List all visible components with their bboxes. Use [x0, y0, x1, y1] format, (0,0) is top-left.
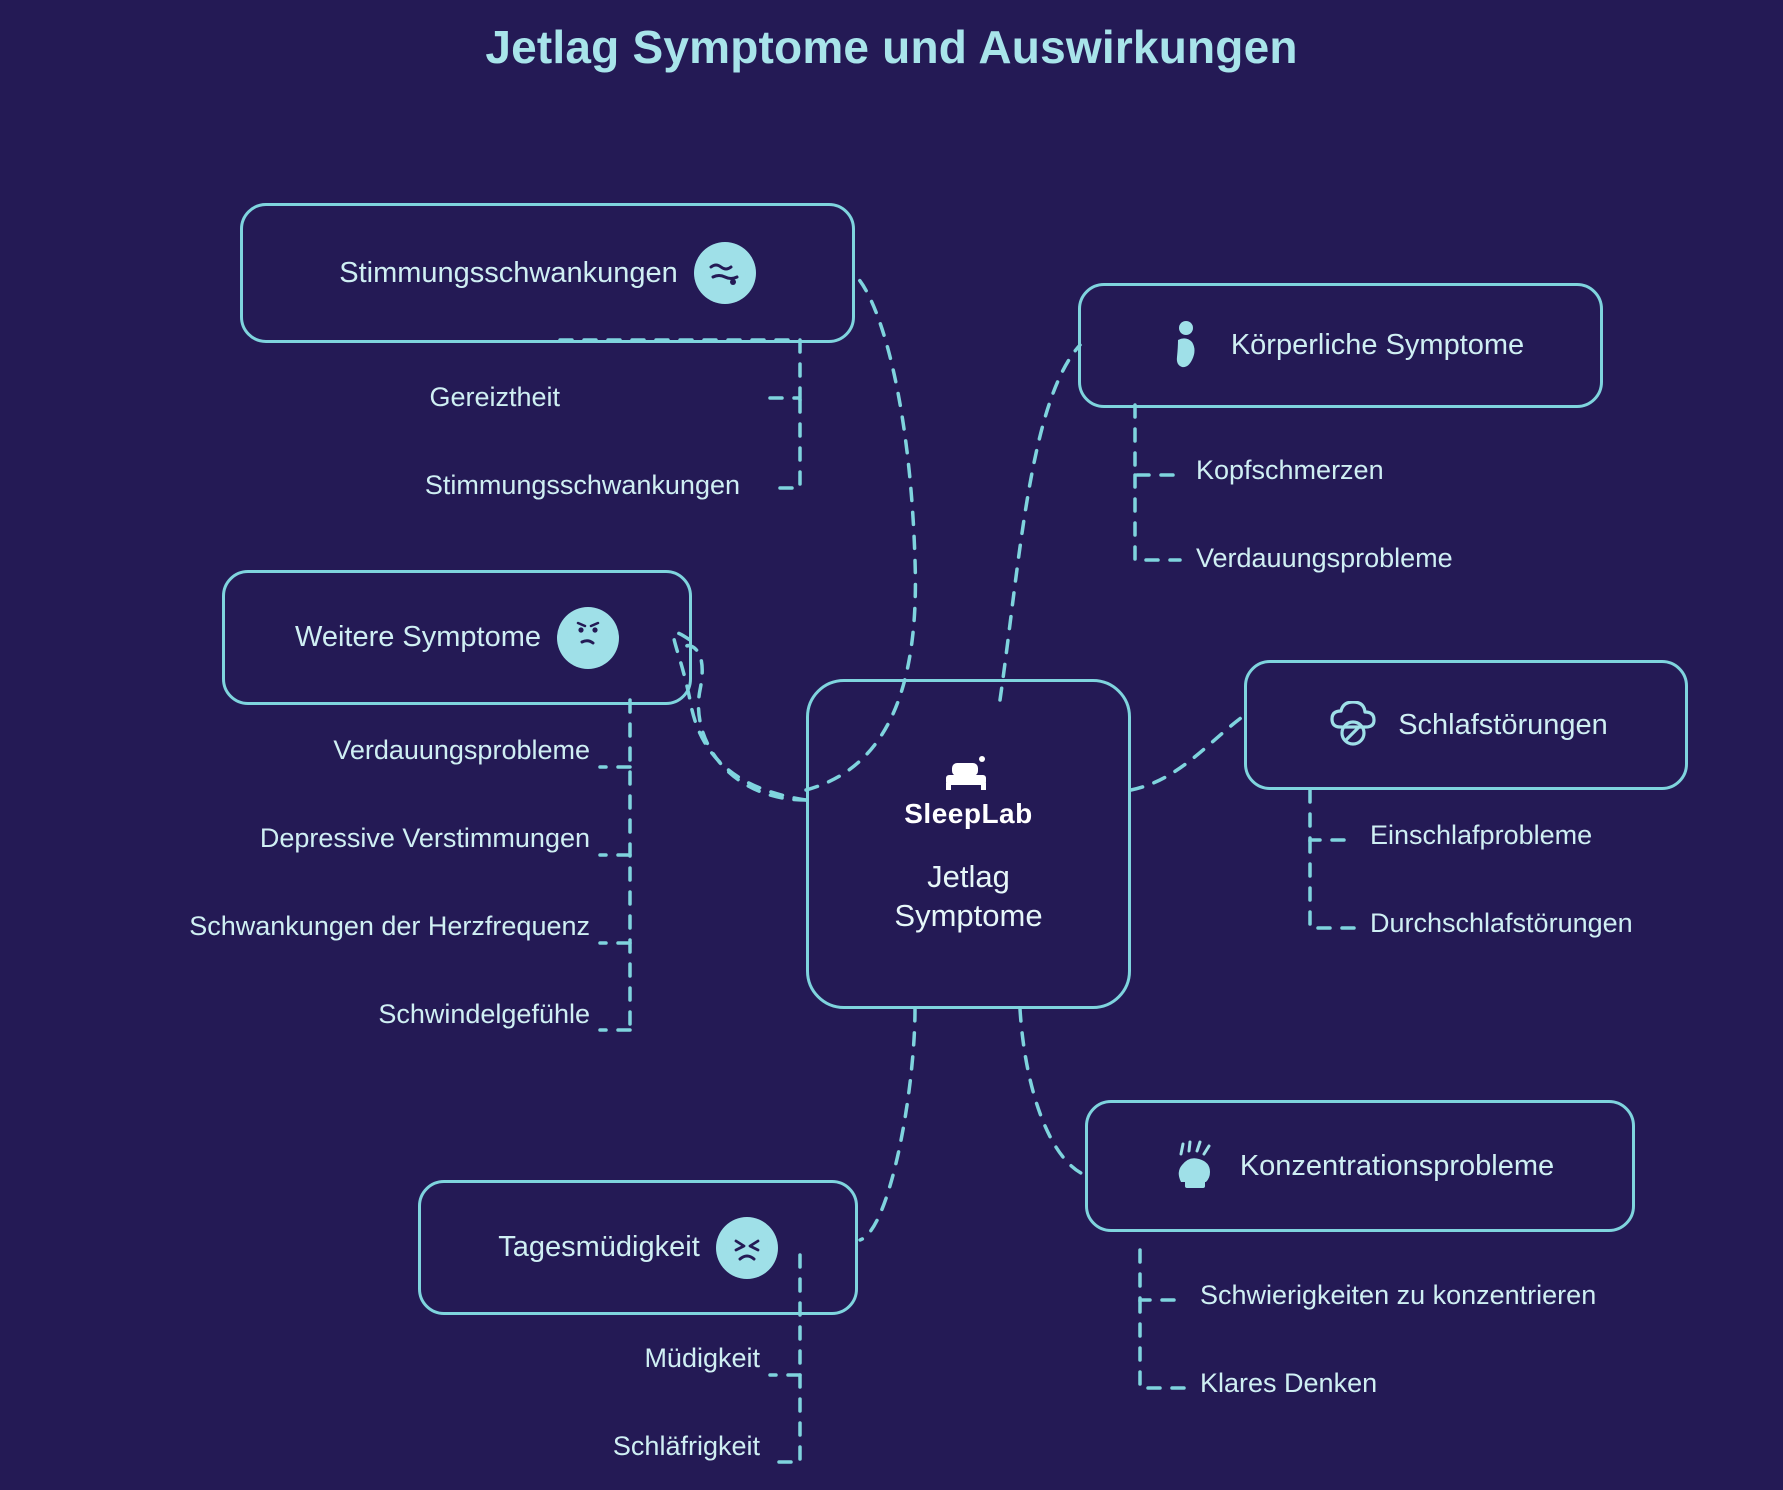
leaf-gereiztheit: Gereiztheit	[429, 382, 560, 412]
branch-label: Schlafstörungen	[1398, 708, 1608, 741]
branch-label: Stimmungsschwankungen	[339, 256, 678, 289]
no-sleep-cloud-icon	[1324, 696, 1382, 754]
center-label-line1: Jetlag	[927, 858, 1010, 894]
leaf-schwankungen-herzfrequenz: Schwankungen der Herzfrequenz	[189, 911, 590, 941]
branch-konzentrationsprobleme[interactable]	[1085, 1100, 1635, 1232]
center-node[interactable]	[806, 679, 1131, 1009]
dizzy-face-icon	[694, 242, 756, 304]
branch-label: Konzentrationsprobleme	[1239, 1149, 1555, 1182]
center-label	[894, 858, 1042, 936]
leaf-verdauungsprobleme: Verdauungsprobleme	[333, 735, 590, 765]
leaf-depressive-verstimmungen: Depressive Verstimmungen	[259, 823, 590, 853]
thinking-face-icon	[557, 607, 619, 669]
branch-stimmungsschwankungen[interactable]	[240, 203, 855, 343]
branch-weitere-symptome[interactable]	[222, 570, 692, 705]
tired-face-icon	[716, 1217, 778, 1279]
leaf-einschlafprobleme: Einschlafprobleme	[1370, 820, 1593, 850]
leaf-stimmungsschwankungen: Stimmungsschwankungen	[424, 470, 740, 500]
leaf-durchschlafstoerungen: Durchschlafstörungen	[1370, 908, 1633, 938]
branch-label: Weitere Symptome	[294, 621, 542, 653]
branch-label: Körperliche Symptome	[1230, 329, 1525, 361]
leaf-schlaefrigkeit: Schläfrigkeit	[612, 1431, 760, 1461]
leaf-kopfschmerzen: Kopfschmerzen	[1196, 455, 1384, 485]
brand	[904, 753, 1032, 830]
leaf-schwindelgefuehle: Schwindelgefühle	[378, 999, 590, 1029]
center-label-line2: Symptome	[894, 897, 1043, 933]
person-stomach-ache-icon	[1157, 317, 1215, 375]
leaf-verdauungsprobleme-koerperlich: Verdauungsprobleme	[1196, 543, 1453, 573]
brand-name: SleepLab	[904, 797, 1033, 829]
page-title: Jetlag Symptome und Auswirkungen	[485, 21, 1298, 73]
branch-koerperliche-symptome[interactable]	[1078, 283, 1603, 408]
leaf-muedigkeit: Müdigkeit	[644, 1343, 760, 1373]
branch-label: Tagesmüdigkeit	[498, 1231, 700, 1263]
leaf-schwierigkeiten-konzentrieren: Schwierigkeiten zu konzentrieren	[1200, 1280, 1597, 1310]
leaf-klares-denken: Klares Denken	[1200, 1368, 1378, 1398]
bed-icon	[942, 753, 994, 798]
head-confusion-icon	[1166, 1137, 1224, 1195]
branch-schlafstoerungen[interactable]	[1244, 660, 1688, 790]
branch-tagesmuedigkeit[interactable]	[418, 1180, 858, 1315]
